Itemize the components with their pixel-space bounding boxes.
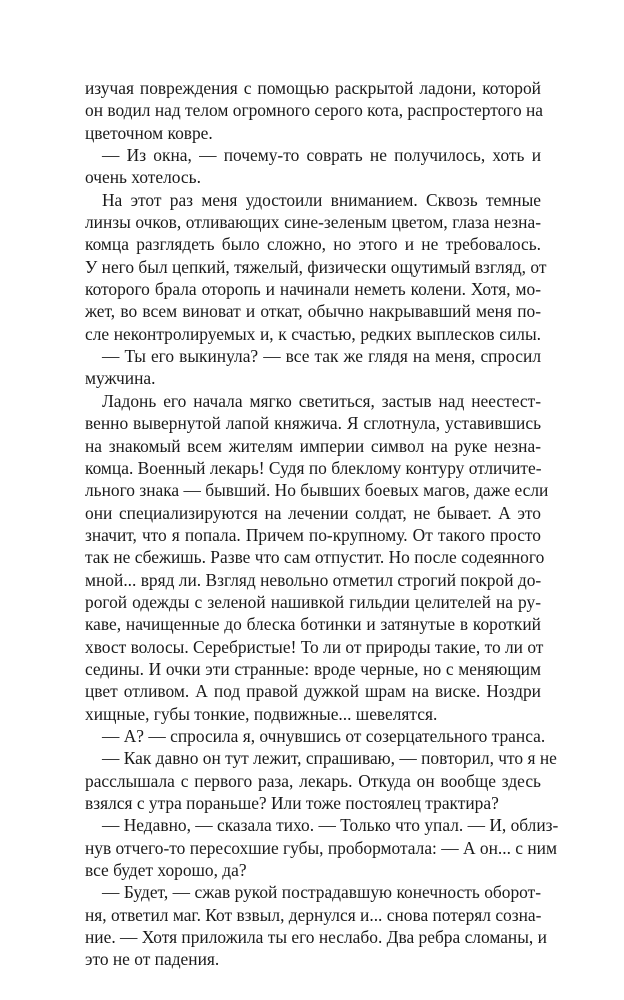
text-line: комца разглядеть было сложно, но этого и не требовалось. bbox=[85, 234, 541, 255]
text-line: так не сбежишь. Разве что сам отпустит. Но после содеянного bbox=[85, 547, 545, 568]
text-line: — Ты его выкинула? — все так же глядя на меня, спросил bbox=[102, 346, 541, 367]
text-line: расслышала с первого раза, лекарь. Откуда он вообще здесь bbox=[85, 770, 541, 791]
text-line: которого брала оторопь и начинали неметь колени. Хотя, мо- bbox=[85, 279, 541, 300]
text-line: жет, во всем виноват и откат, обычно накрывавший меня по- bbox=[85, 301, 541, 322]
text-line: сле неконтролируемых и, к счастью, редких выплесков силы. bbox=[85, 323, 541, 344]
text-line: все будет хорошо, да? bbox=[85, 860, 247, 881]
text-line: изучая повреждения с помощью раскрытой ладони, которой bbox=[85, 78, 541, 98]
text-line: это не от падения. bbox=[85, 949, 220, 970]
text-line: — Недавно, — сказала тихо. — Только что упал. — И, облиз- bbox=[102, 815, 559, 836]
text-line: На этот раз меня удостоили вниманием. Сквозь темные bbox=[102, 189, 541, 210]
text-line: седины. И очки эти странные: вроде черные, но с меняющим bbox=[85, 658, 541, 679]
text-line: хвост волосы. Серебристые! То ли от природы такие, то ли от bbox=[85, 636, 544, 657]
text-line: нув отчего-то пересохшие губы, пробормотала: — А он... с ним bbox=[85, 837, 557, 858]
text-line: — А? — спросила я, очнувшись от созерцательного транса. bbox=[102, 725, 546, 746]
text-line: они специализируются на лечении солдат, не бывает. А это bbox=[85, 502, 541, 523]
text-line: У него был цепкий, тяжелый, физически ощутимый взгляд, от bbox=[85, 256, 547, 277]
text-line: линзы очков, отливающих сине-зеленым цветом, глаза незна- bbox=[85, 212, 541, 233]
text-line: комца. Военный лекарь! Судя по блеклому контуру отличите- bbox=[85, 457, 542, 478]
text-line: цветочном ковре. bbox=[85, 122, 213, 143]
text-line: льного знака — бывший. Но бывших боевых магов, даже если bbox=[85, 480, 549, 501]
text-line: каве, начищенные до блеска ботинки и затянутые в короткий bbox=[85, 614, 541, 635]
text-line: очень хотелось. bbox=[85, 167, 201, 188]
text-line: мужчина. bbox=[85, 368, 156, 389]
text-line: на знакомый всем жителям империи символ на руке незна- bbox=[85, 435, 541, 456]
text-line: взялся с утра пораньше? Или тоже постоялец трактира? bbox=[85, 793, 499, 813]
text-line: венно вывернутой лапой княжича. Я сглотнула, уставившись bbox=[85, 413, 541, 434]
text-line: мной... вряд ли. Взгляд невольно отметил строгий покрой до- bbox=[85, 569, 542, 590]
text-line: он водил над телом огромного серого кота, распростертого на bbox=[85, 100, 544, 121]
text-line: значит, что я попала. Причем по-крупному. От такого просто bbox=[85, 524, 541, 545]
text-line: Ладонь его начала мягко светиться, застыв над неестест- bbox=[102, 390, 541, 411]
text-line: ня, ответил маг. Кот взвыл, дернулся и... снова потерял созна- bbox=[85, 904, 542, 925]
book-page-text bbox=[85, 77, 559, 971]
text-line: хищные, губы тонкие, подвижные... шевелятся. bbox=[85, 703, 438, 724]
text-line: рогой одежды с зеленой нашивкой гильдии целителей на ру- bbox=[85, 591, 541, 612]
text-line: — Как давно он тут лежит, спрашиваю, — повторил, что я не bbox=[102, 748, 557, 769]
text-line: ние. — Хотя приложила ты его неслабо. Два ребра сломаны, и bbox=[85, 927, 547, 948]
text-line: цвет отливом. А под правой дужкой шрам на виске. Ноздри bbox=[85, 681, 541, 702]
text-line: — Будет, — сжав рукой пострадавшую конечность оборот- bbox=[102, 882, 541, 903]
text-line: — Из окна, — почему-то соврать не получилось, хоть и bbox=[102, 145, 541, 166]
